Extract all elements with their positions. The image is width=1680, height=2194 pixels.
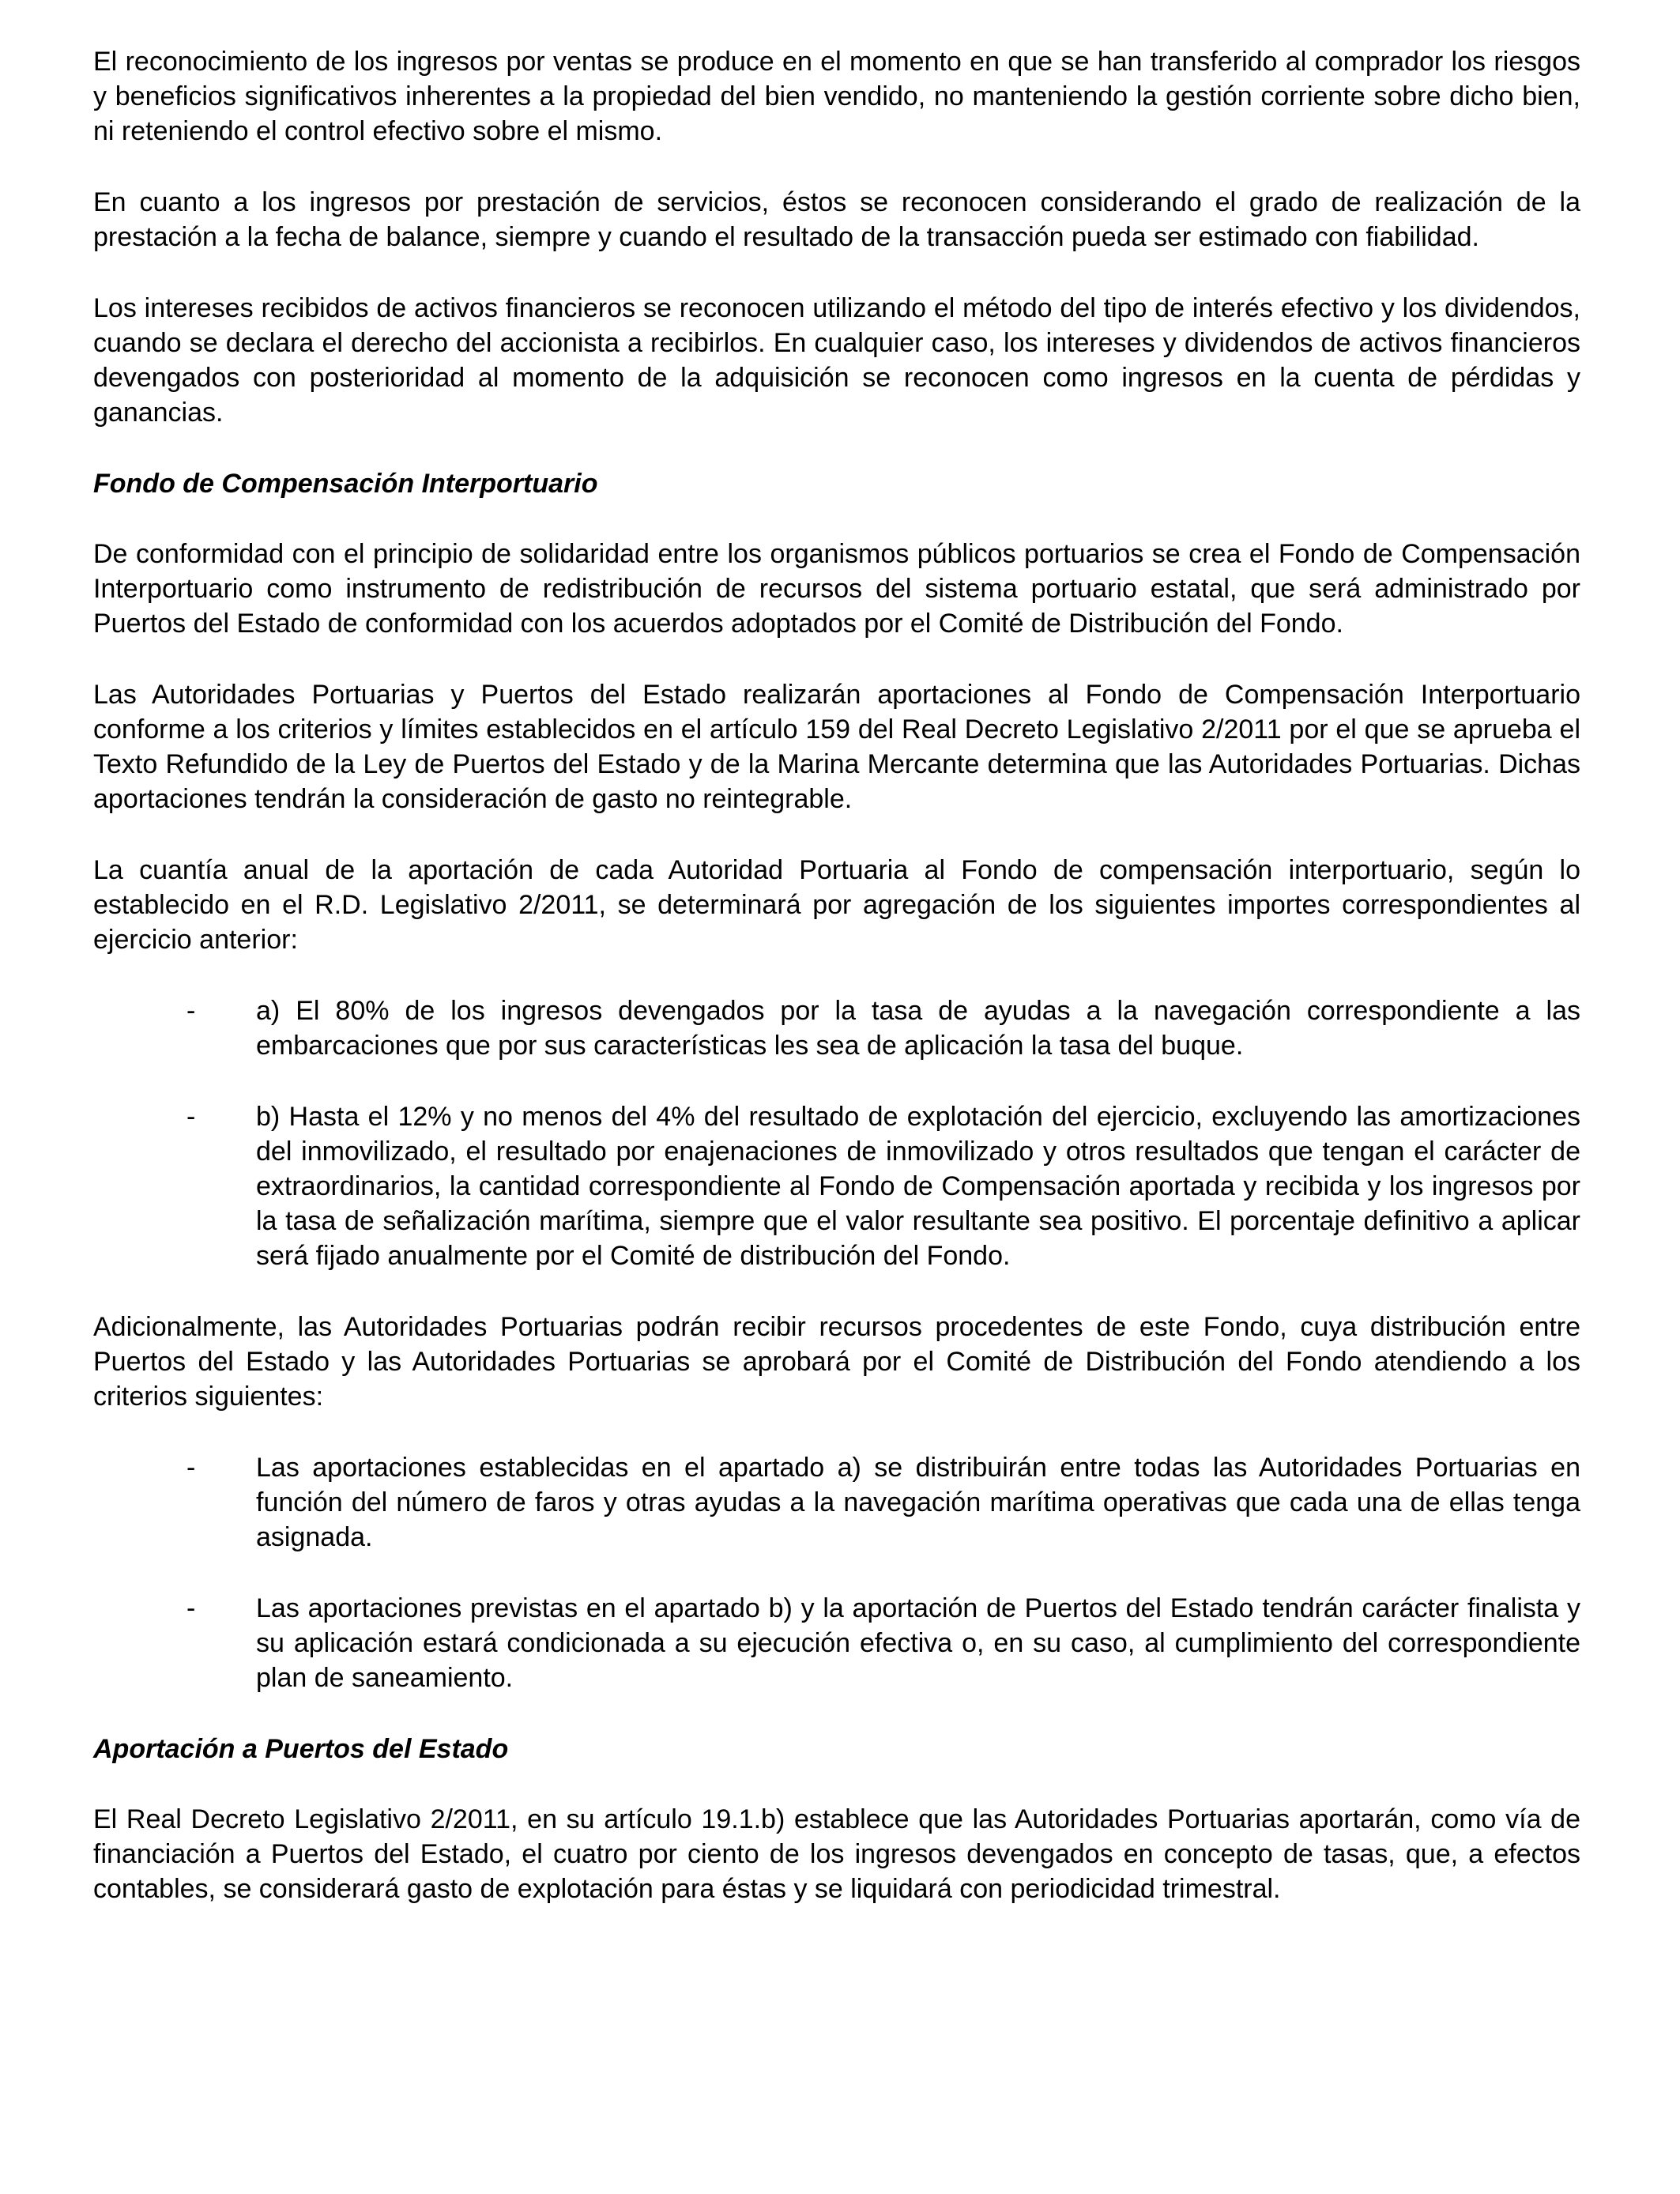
list-importes bbox=[93, 993, 1580, 1273]
list-item bbox=[93, 1591, 1580, 1695]
list-item-text: b) Hasta el 12% y no menos del 4% del resultado de explotación del ejercicio, excluyendo las amortizaciones del inmovilizado, el resultado por enajenaciones de inmovilizado y otros resultados que tengan el carácter de extraordinarios, la cantidad correspondiente al Fondo de Compensación aportada y recibida y los ingresos por la tasa de señalización marítima, siempre que el valor resultante sea positivo. El porcentaje definitivo a aplicar será fijado anualmente por el Comité de distribución del Fondo. bbox=[256, 1102, 1580, 1271]
section-heading-fondo: Fondo de Compensación Interportuario bbox=[93, 469, 598, 499]
list-item-text: a) El 80% de los ingresos devengados por la tasa de ayudas a la navegación correspondiente a las embarcaciones que por sus características les sea de aplicación la tasa del buque. bbox=[256, 996, 1580, 1061]
list-criterios bbox=[93, 1450, 1580, 1695]
paragraph-aportacion: El Real Decreto Legislativo 2/2011, en su artículo 19.1.b) establece que las Autoridades Portuarias aportarán, como vía de financiación a Puertos del Estado, el cuatro por ciento de los ingresos devengados en concepto de tasas, que, a efectos contables, se considerará gasto de explotación para éstas y se liquidará con periodicidad trimestral. bbox=[93, 1804, 1580, 1904]
dash-bullet: - bbox=[186, 996, 196, 1026]
paragraph-fondo-cuantia: La cuantía anual de la aportación de cada Autoridad Portuaria al Fondo de compensación interportuario, según lo establecido en el R.D. Legislativo 2/2011, se determinará por agregación de los siguientes importes correspondientes al ejercicio anterior: bbox=[93, 855, 1580, 955]
document-page bbox=[93, 44, 1580, 1943]
paragraph-prestacion-servicios: En cuanto a los ingresos por prestación de servicios, éstos se reconocen considerando el grado de realización de la prestación a la fecha de balance, siempre y cuando el resultado de la transacción pueda ser estimado con fiabilidad. bbox=[93, 187, 1580, 252]
section-heading-aportacion: Aportación a Puertos del Estado bbox=[93, 1734, 509, 1764]
paragraph-intereses-dividendos: Los intereses recibidos de activos financieros se reconocen utilizando el método del tipo de interés efectivo y los dividendos, cuando se declara el derecho del accionista a recibirlos. En cualquier caso, los intereses y dividendos de activos financieros devengados con posterioridad al momento de la adquisición se reconocen como ingresos en la cuenta de pérdidas y ganancias. bbox=[93, 293, 1580, 428]
dash-bullet: - bbox=[186, 1102, 196, 1132]
list-item bbox=[93, 993, 1580, 1063]
list-item bbox=[93, 1099, 1580, 1273]
list-item-text: Las aportaciones previstas en el apartado b) y la aportación de Puertos del Estado tendrán carácter finalista y su aplicación estará condicionada a su ejecución efectiva o, en su caso, al cumplimiento del correspondiente plan de saneamiento. bbox=[256, 1593, 1580, 1693]
dash-bullet: - bbox=[186, 1593, 196, 1623]
paragraph-fondo-intro: De conformidad con el principio de solidaridad entre los organismos públicos portuarios se crea el Fondo de Compensación Interportuario como instrumento de redistribución de recursos del sistema portuario estatal, que será administrado por Puertos del Estado de conformidad con los acuerdos adoptados por el Comité de Distribución del Fondo. bbox=[93, 539, 1580, 639]
paragraph-fondo-adicional: Adicionalmente, las Autoridades Portuarias podrán recibir recursos procedentes de este Fondo, cuya distribución entre Puertos del Estado y las Autoridades Portuarias se aprobará por el Comité de Distribución del Fondo atendiendo a los criterios siguientes: bbox=[93, 1312, 1580, 1412]
list-item-text: Las aportaciones establecidas en el apartado a) se distribuirán entre todas las Autoridades Portuarias en función del número de faros y otras ayudas a la navegación marítima operativas que cada una de ellas tenga asignada. bbox=[256, 1453, 1580, 1552]
list-item bbox=[93, 1450, 1580, 1555]
paragraph-ingresos-ventas: El reconocimiento de los ingresos por ventas se produce en el momento en que se han transferido al comprador los riesgos y beneficios significativos inherentes a la propiedad del bien vendido, no manteniendo la gestión corriente sobre dicho bien, ni reteniendo el control efectivo sobre el mismo. bbox=[93, 47, 1580, 146]
dash-bullet: - bbox=[186, 1453, 196, 1483]
paragraph-fondo-aportaciones: Las Autoridades Portuarias y Puertos del Estado realizarán aportaciones al Fondo de Compensación Interportuario conforme a los criterios y límites establecidos en el artículo 159 del Real Decreto Legislativo 2/2011 por el que se aprueba el Texto Refundido de la Ley de Puertos del Estado y de la Marina Mercante determina que las Autoridades Portuarias. Dichas aportaciones tendrán la consideración de gasto no reintegrable. bbox=[93, 680, 1580, 814]
